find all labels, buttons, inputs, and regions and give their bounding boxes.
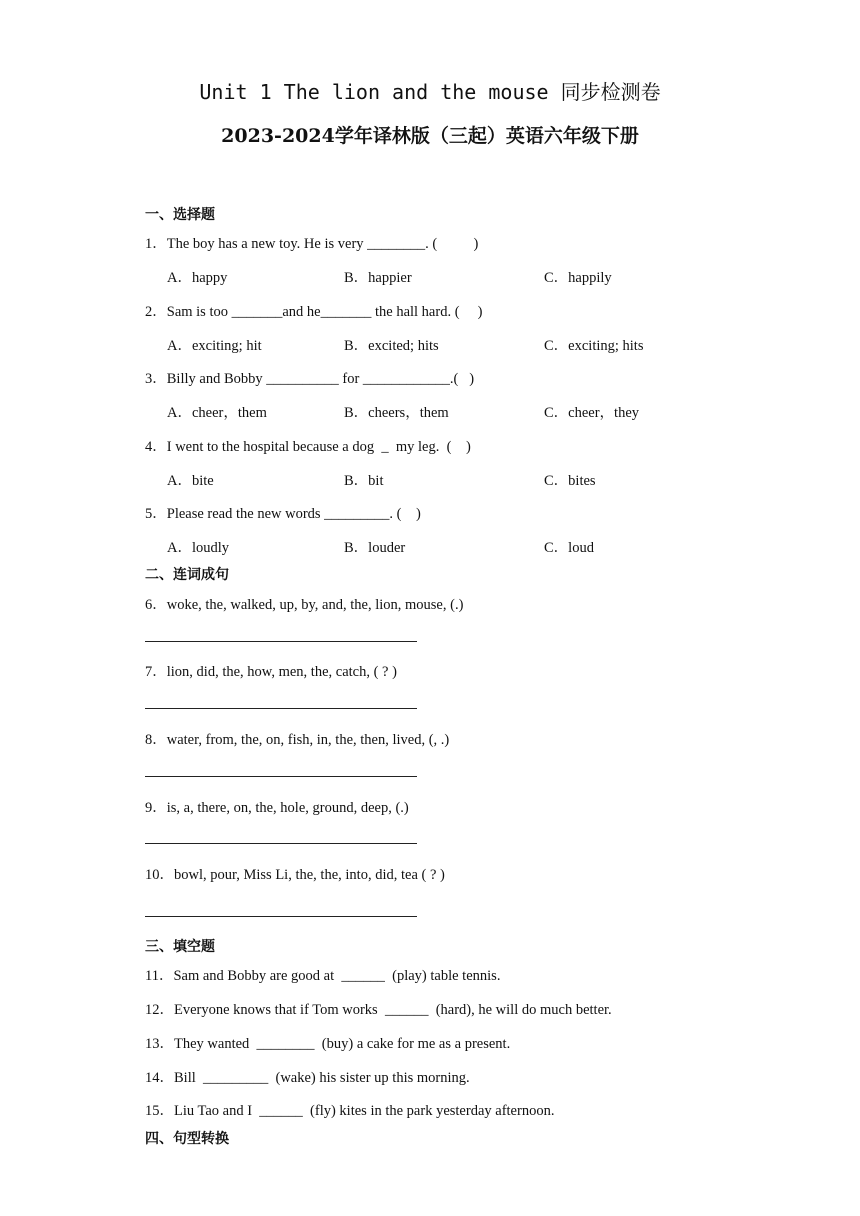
answer-line[interactable] xyxy=(145,843,417,844)
question-stem: 13．They wanted ________ (buy) a cake for me as a present. xyxy=(145,1036,511,1052)
option-b: B．louder xyxy=(344,540,406,556)
answer-line[interactable] xyxy=(145,776,417,777)
option-a: A．cheer，them xyxy=(167,405,267,421)
option-c: C．exciting; hits xyxy=(544,338,644,354)
option-b: B．happier xyxy=(344,270,412,286)
question-stem: 10．bowl, pour, Miss Li, the, the, into, did, tea ( ? ) xyxy=(145,867,445,883)
option-c: C．cheer，they xyxy=(544,405,640,421)
question-stem: 14．Bill _________ (wake) his sister up this morning. xyxy=(145,1070,470,1086)
question-stem: 9．is, a, there, on, the, hole, ground, deep, (.) xyxy=(145,800,409,816)
answer-line[interactable] xyxy=(145,641,417,642)
section-heading: 二、连词成句 xyxy=(145,567,229,583)
answer-line[interactable] xyxy=(145,708,417,709)
question-stem: 6．woke, the, walked, up, by, and, the, lion, mouse, (.) xyxy=(145,597,464,613)
question-stem: 11．Sam and Bobby are good at ______ (play) table tennis. xyxy=(145,968,501,984)
question-stem: 12．Everyone knows that if Tom works ______ (hard), he will do much better. xyxy=(145,1002,612,1018)
option-c: C．bites xyxy=(544,473,596,489)
answer-line[interactable] xyxy=(145,916,417,917)
option-a: A．bite xyxy=(167,473,214,489)
question-stem: 1．The boy has a new toy. He is very ________. ( ) xyxy=(145,236,479,252)
option-c: C．happily xyxy=(544,270,612,286)
option-a: A．loudly xyxy=(167,540,230,556)
option-b: B．cheers，them xyxy=(344,405,449,421)
question-stem: 15．Liu Tao and I ______ (fly) kites in the park yesterday afternoon. xyxy=(145,1103,555,1119)
question-stem: 4．I went to the hospital because a dog _ my leg. ( ) xyxy=(145,439,471,455)
option-b: B．excited; hits xyxy=(344,338,439,354)
option-a: A．happy xyxy=(167,270,228,286)
question-stem: 8．water, from, the, on, fish, in, the, then, lived, (, .) xyxy=(145,732,450,748)
question-stem: 2．Sam is too _______and he_______ the hall hard. ( ) xyxy=(145,304,483,320)
section-heading: 四、句型转换 xyxy=(145,1131,229,1147)
question-stem: 3．Billy and Bobby __________ for ____________.( ) xyxy=(145,371,475,387)
section-heading: 三、填空题 xyxy=(145,939,215,955)
section-heading: 一、选择题 xyxy=(145,207,215,223)
option-b: B．bit xyxy=(344,473,384,489)
question-stem: 7．lion, did, the, how, men, the, catch, ( ? ) xyxy=(145,664,397,680)
question-stem: 5．Please read the new words _________. ( ) xyxy=(145,506,421,522)
option-a: A．exciting; hit xyxy=(167,338,262,354)
option-c: C．loud xyxy=(544,540,594,556)
worksheet-subtitle: 2023-2024学年译林版（三起）英语六年级下册 xyxy=(221,125,639,147)
worksheet-title: Unit 1 The lion and the mouse 同步检测卷 xyxy=(199,80,661,104)
